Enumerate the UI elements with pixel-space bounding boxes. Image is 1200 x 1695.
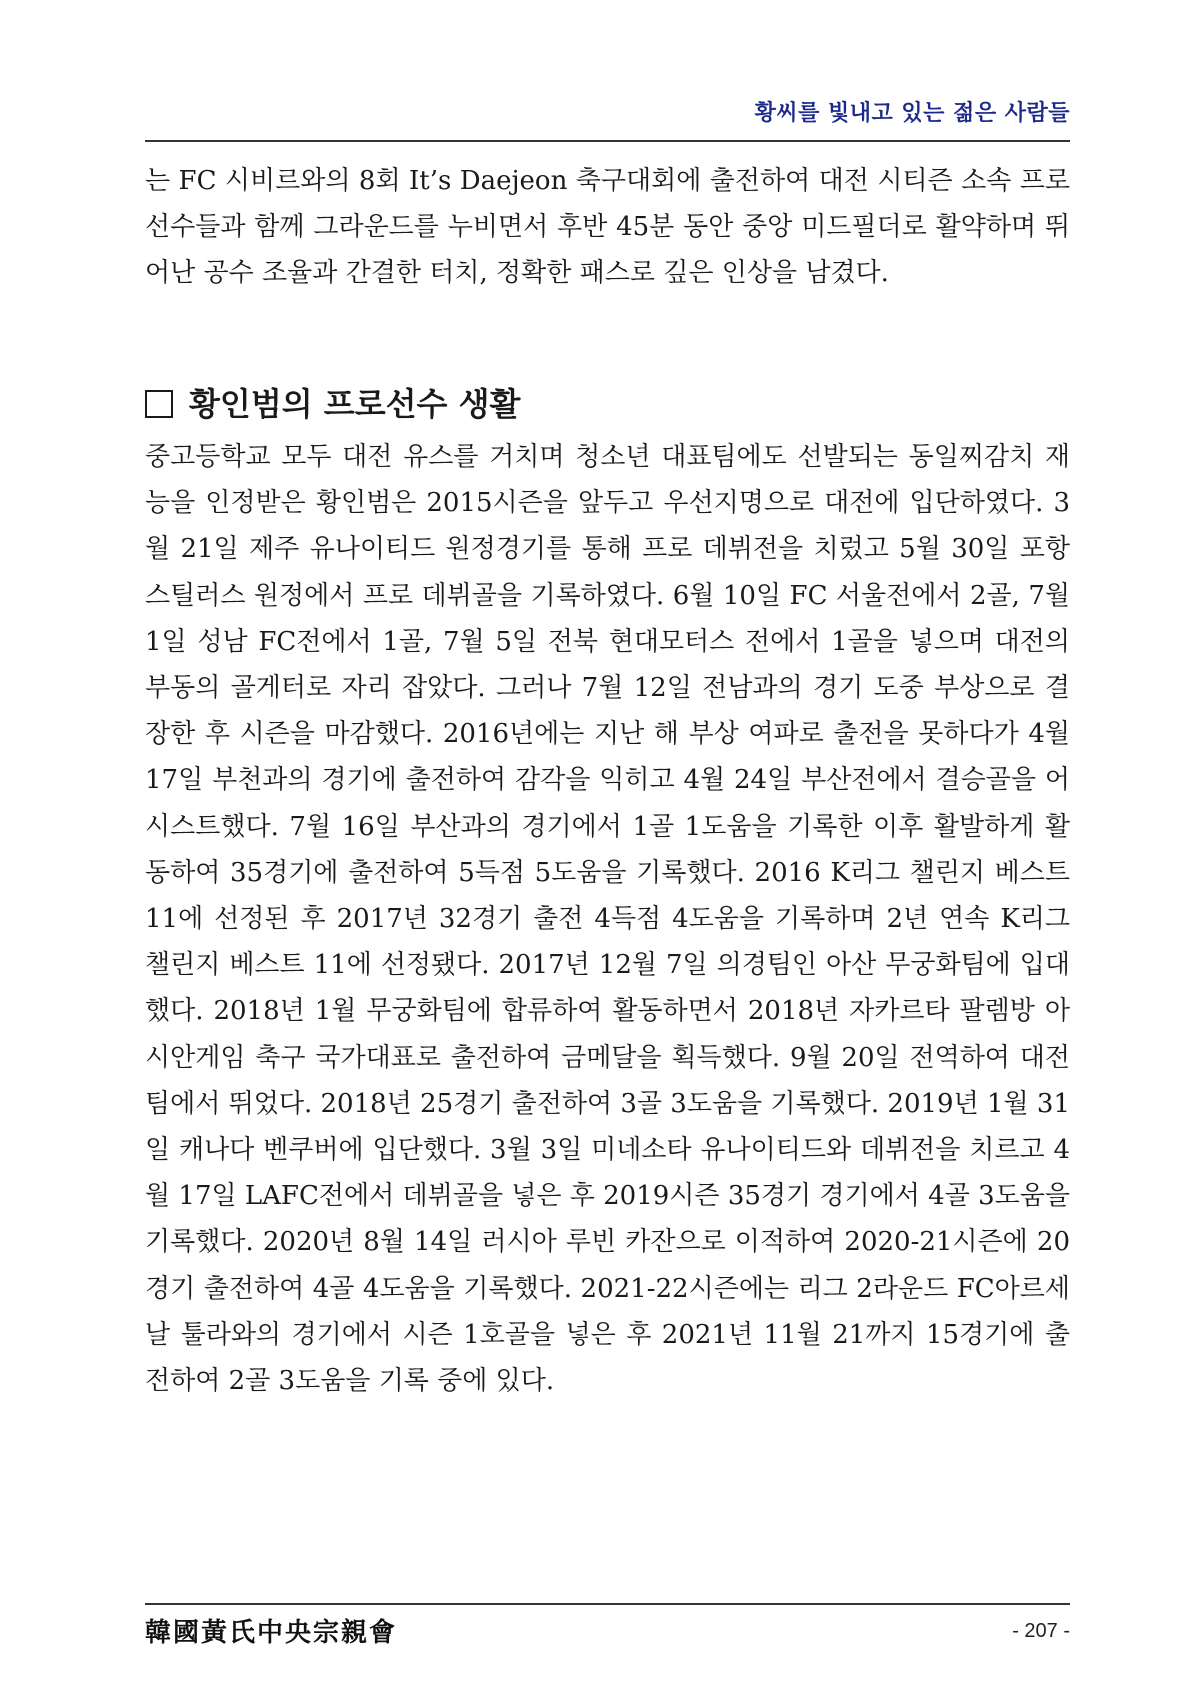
header-divider xyxy=(145,140,1070,142)
checkbox-icon xyxy=(145,390,173,418)
section-title-text: 황인범의 프로선수 생활 xyxy=(189,385,521,423)
footer-divider xyxy=(145,1603,1070,1605)
section-heading xyxy=(145,382,520,426)
footer-organization-name: 韓國黃氏中央宗親會 xyxy=(145,1618,398,1648)
page-number: - 207 - xyxy=(1012,1620,1070,1642)
body-paragraph-1: 는 FC 시비르와의 8회 It’s Daejeon 축구대회에 출전하여 대전 시티즌 소속 프로선수들과 함께 그라운드를 누비면서 후반 45분 동안 중앙 미드필더로 활약하며 뛰어난 공수 조율과 간결한 터치, 정확한 패스로 깊은 인상을 남겼다. xyxy=(145,166,1070,289)
running-header-title: 황씨를 빛내고 있는 젊은 사람들 xyxy=(754,101,1070,126)
body-paragraph-2: 중고등학교 모두 대전 유스를 거치며 청소년 대표팀에도 선발되는 동일찌감치 재능을 인정받은 황인범은 2015시즌을 앞두고 우선지명으로 대전에 입단하였다. 3월 21일 제주 유나이티드 원정경기를 통해 프로 데뷔전을 치렀고 5월 30일 포항 스틸러스 원정에서 프로 데뷔골을 기록하였다. 6월 10일 FC 서울전에서 2골, 7월 1일 성남 FC전에서 1골, 7월 5일 전북 현대모터스 전에서 1골을 넣으며 대전의 부동의 골게터로 자리 잡았다. 그러나 7월 12일 전남과의 경기 도중 부상으로 결장한 후 시즌을 마감했다. 2016년에는 지난 해 부상 여파로 출전을 못하다가 4월 17일 부천과의 경기에 출전하여 감각을 익히고 4월 24일 부산전에서 결승골을 어시스트했다. 7월 16일 부산과의 경기에서 1골 1도움을 기록한 이후 활발하게 활동하여 35경기에 출전하여 5득점 5도움을 기록했다. 2016 K리그 챌린지 베스트11에 선정된 후 2017년 32경기 출전 4득점 4도움을 기록하며 2년 연속 K리그 챌린지 베스트 11에 선정됐다. 2017년 12월 7일 의경팀인 아산 무궁화팀에 입대했다. 2018년 1월 무궁화팀에 합류하여 활동하면서 2018년 자카르타 팔렘방 아시안게임 축구 국가대표로 출전하여 금메달을 획득했다. 9월 20일 전역하여 대전팀에서 뛰었다. 2018년 25경기 출전하여 3골 3도움을 기록했다. 2019년 1월 31일 캐나다 벤쿠버에 입단했다. 3월 3일 미네소타 유나이티드와 데뷔전을 치르고 4월 17일 LAFC전에서 데뷔골을 넣은 후 2019시즌 35경기 경기에서 4골 3도움을 기록했다. 2020년 8월 14일 러시아 루빈 카잔으로 이적하여 2020-21시즌에 20경기 출전하여 4골 4도움을 기록했다. 2021-22시즌에는 리그 2라운드 FC아르세날 툴라와의 경기에서 시즌 1호골을 넣은 후 2021년 11월 21까지 15경기에 출전하여 2골 3도움을 기록 중에 있다. xyxy=(145,442,1070,1397)
